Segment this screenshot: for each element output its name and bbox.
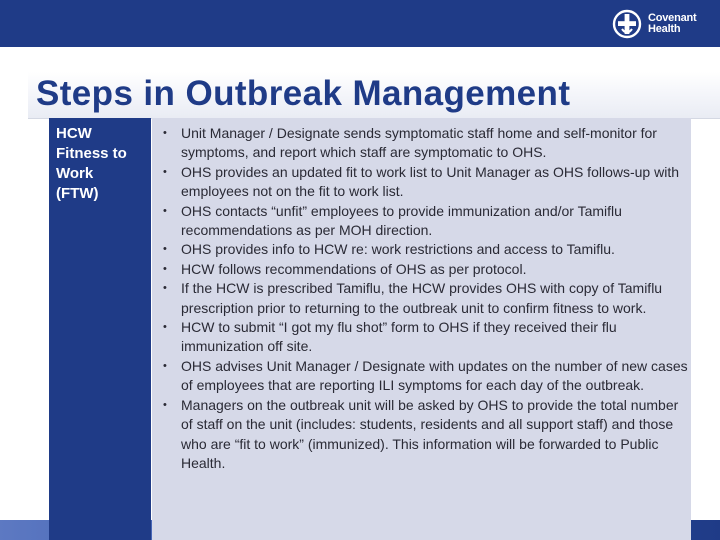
bullet-item — [163, 240, 688, 259]
bullet-dot-icon: • — [163, 243, 167, 256]
page-title: Steps in Outbreak Management — [36, 74, 571, 113]
brand-name — [648, 13, 697, 35]
bullet-item — [163, 260, 688, 279]
bullet-text: Unit Manager / Designate sends symptomatic staff home and self-monitor for symptoms, and report which staff are symptomatic to OHS. — [181, 125, 657, 161]
brand-name-line2: Health — [648, 23, 681, 35]
bullet-dot-icon: • — [163, 204, 167, 217]
bullet-dot-icon: • — [163, 321, 167, 334]
brand-name-line1: Covenant — [648, 12, 697, 24]
bullet-item — [163, 357, 688, 396]
bullet-dot-icon: • — [163, 262, 167, 275]
bullet-dot-icon: • — [163, 359, 167, 372]
bullet-dot-icon: • — [163, 398, 167, 411]
bullet-item — [163, 318, 688, 357]
bullet-item — [163, 124, 688, 163]
bullet-text: HCW to submit “I got my flu shot” form to OHS if they received their flu immunization off site. — [181, 319, 617, 355]
bullet-item — [163, 163, 688, 202]
bullet-text: Managers on the outbreak unit will be asked by OHS to provide the total number of staff on the unit (includes: students, residents and all support staff) and those who are “fit to work” (immunized). This information will be forwarded to Public Health. — [181, 396, 679, 471]
bullet-text: OHS contacts “unfit” employees to provide immunization and/or Tamiflu recommendations as per MOH direction. — [181, 202, 622, 239]
bullet-text: HCW follows recommendations of OHS as per protocol. — [181, 260, 527, 277]
bullet-dot-icon: • — [163, 127, 167, 139]
bullet-item — [163, 202, 688, 241]
bullet-dot-icon: • — [163, 282, 167, 295]
bullet-list — [163, 124, 688, 473]
bullet-text: OHS provides an updated fit to work list to Unit Manager as OHS follows-up with employees not on the fit to work list. — [181, 163, 679, 200]
bullet-item — [163, 396, 688, 474]
section-label: HCW Fitness to Work (FTW) — [56, 125, 127, 202]
bullet-text: OHS advises Unit Manager / Designate with updates on the number of new cases of employees that are reporting ILI symptoms for each day of the outbreak. — [181, 357, 688, 394]
bullet-item — [163, 279, 688, 318]
bullet-text: OHS provides info to HCW re: work restrictions and access to Tamiflu. — [181, 241, 615, 258]
brand-logo — [612, 9, 697, 39]
bullet-text: If the HCW is prescribed Tamiflu, the HCW provides OHS with copy of Tamiflu prescription prior to returning to the outbreak unit to confirm fitness to work. — [181, 280, 663, 316]
cross-circle-logo-icon — [612, 9, 642, 39]
bullet-dot-icon: • — [163, 165, 167, 178]
